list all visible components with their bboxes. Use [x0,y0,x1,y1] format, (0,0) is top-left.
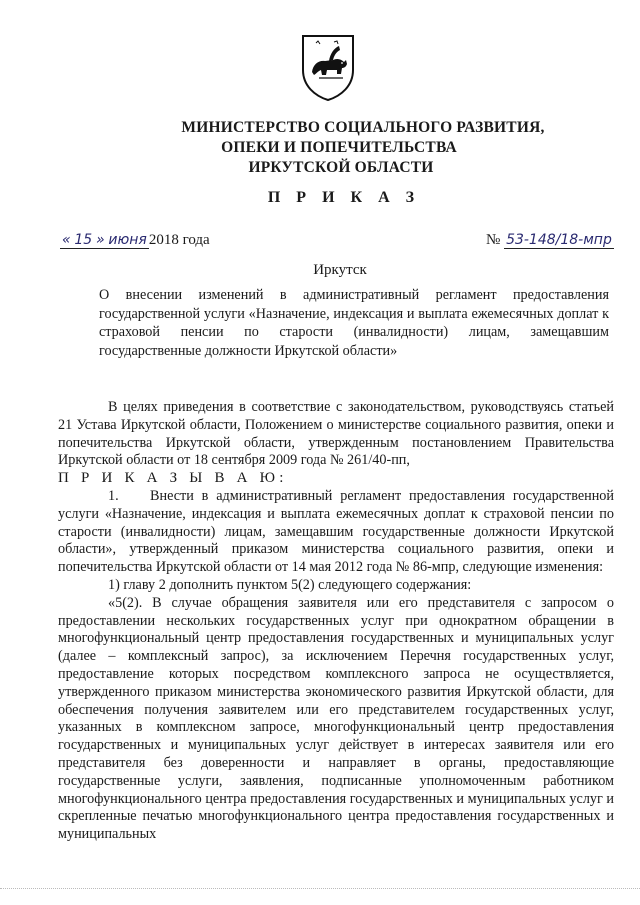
irkutsk-coat-of-arms-icon [299,30,357,102]
ministry-line-1: МИНИСТЕРСТВО СОЦИАЛЬНОГО РАЗВИТИЯ, [181,119,545,136]
preamble-paragraph: В целях приведения в соответствие с законодательством, руководствуясь статьей 21 Устава Иркутской области, Положением о министерстве социального развития, опеки и попечительства Иркутской области, утвержденным постановлением Правительства Иркутской области от 18 сентября 2009 года № 261/40-пп, [58,399,614,469]
item-1-1-paragraph: 1) главу 2 дополнить пунктом 5(2) следующего содержания: [108,576,472,593]
number-value: 53-148/18-мпр [506,232,612,248]
page-bottom-divider [0,888,640,890]
number-sign: № [486,232,501,248]
item-1-1-text: «5(2). В случае обращения заявителя или его представителя с запросом о предоставлении нескольких государственных услуг при однократном обращении в многофункциональный центр предоставления государственных и муниципальных услуг (далее – комплексный запрос), за исключением Перечня государственных услуг, предоставление которых посредством комплексного запроса не осуществляется, утвержденного приказом министерства экономического развития Иркутской области, для обеспечения получения заявителем или его представителем государственных услуг, указанных в комплексном запросе, многофункциональный центр предоставления государственных и муниципальных услуг действует в интересах заявителя или его представителя без доверенности и направляет в органы, предоставляющие государственные услуги, заявления, подписанные уполномоченным работником многофункционального центра предоставления государственных и муниципальных услуг и скрепленные печатью многофункционального центра предоставления государственных и муниципальных [58,594,614,843]
date-day: 15 [74,232,93,248]
ministry-name [100,118,640,178]
ministry-line-2: ОПЕКИ И ПОПЕЧИТЕЛЬСТВА [221,139,457,156]
document-date [60,232,210,249]
document-number [486,232,614,249]
order-body [58,399,614,844]
item-1-paragraph: 1. Внести в административный регламент предоставления государственной услуги «Назначение, индексация и выплата ежемесячных доплат к страховой пенсии по старости (инвалидности) лицам, замещавшим государственные должности Иркутской области», утвержденный приказом министерства социального развития, опеки и попечительства Иркутской области от 14 мая 2012 года № 86-мпр, следующие изменения: [58,487,614,576]
date-year: 2018 года [148,232,210,248]
order-subject: О внесении изменений в административный регламент предоставления государственной услуги «Назначение, индексация и выплата ежемесячных доплат к страховой пенсии по старости (инвалидности) лицам, замещавшим государственные должности Иркутской области» [99,287,609,359]
city-name: Иркутск [313,262,367,278]
date-month: июня [108,232,147,248]
order-word: П Р И К А З Ы В А Ю: [58,470,288,487]
ministry-line-3: ИРКУТСКОЙ ОБЛАСТИ [248,159,434,176]
date-close-quote: » [95,232,105,248]
date-open-quote: « [62,232,71,248]
document-type-title: П Р И К А З [267,189,421,206]
